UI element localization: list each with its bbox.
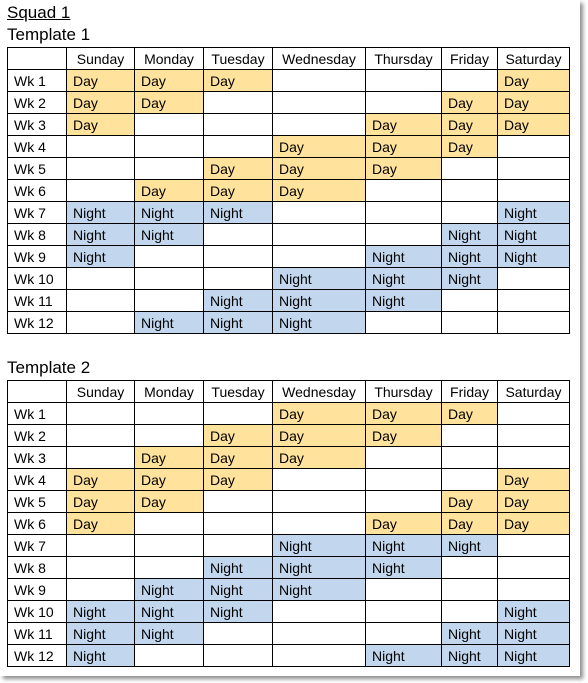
shift-cell-monday[interactable]: Night <box>135 312 204 334</box>
shift-cell-sunday[interactable]: Night <box>67 202 135 224</box>
table-row <box>8 136 570 158</box>
shift-cell-thursday[interactable]: Night <box>366 290 442 312</box>
shift-cell-wednesday[interactable] <box>273 246 366 268</box>
shift-cell-saturday[interactable]: Day <box>498 92 570 114</box>
shift-cell-friday[interactable]: Day <box>442 136 498 158</box>
table-row <box>8 202 570 224</box>
shift-cell-thursday[interactable] <box>366 224 442 246</box>
shift-cell-sunday[interactable]: Night <box>67 246 135 268</box>
week-label: Wk 8 <box>8 557 67 579</box>
shift-cell-thursday[interactable]: Day <box>366 158 442 180</box>
shift-cell-monday[interactable]: Day <box>135 447 204 469</box>
shift-cell-monday[interactable] <box>135 114 204 136</box>
shift-cell-wednesday[interactable] <box>273 623 366 645</box>
table-row <box>8 224 570 246</box>
column-header-wednesday: Wednesday <box>273 381 366 403</box>
template-1-title: Template 1 <box>7 25 91 44</box>
week-label: Wk 6 <box>8 180 67 202</box>
table-row <box>8 114 570 136</box>
shift-cell-wednesday[interactable]: Day <box>273 158 366 180</box>
shift-cell-friday[interactable]: Night <box>442 645 498 667</box>
table-row <box>8 557 570 579</box>
shift-cell-wednesday[interactable] <box>273 601 366 623</box>
week-label: Wk 11 <box>8 290 67 312</box>
shift-cell-tuesday[interactable]: Night <box>204 557 273 579</box>
shift-cell-saturday[interactable] <box>498 290 570 312</box>
squad-title: Squad 1 <box>7 3 71 22</box>
shift-cell-wednesday[interactable] <box>273 469 366 491</box>
shift-cell-friday[interactable]: Day <box>442 92 498 114</box>
shift-cell-wednesday[interactable]: Night <box>273 312 366 334</box>
shift-cell-monday[interactable] <box>135 403 204 425</box>
shift-cell-thursday[interactable] <box>366 491 442 513</box>
shift-cell-thursday[interactable]: Day <box>366 136 442 158</box>
shift-cell-monday[interactable] <box>135 136 204 158</box>
shift-cell-sunday[interactable]: Day <box>67 92 135 114</box>
shift-cell-wednesday[interactable] <box>273 202 366 224</box>
shift-cell-thursday[interactable] <box>366 92 442 114</box>
shift-cell-wednesday[interactable] <box>273 114 366 136</box>
shift-cell-tuesday[interactable]: Day <box>204 180 273 202</box>
shift-cell-sunday[interactable] <box>67 579 135 601</box>
shift-cell-tuesday[interactable] <box>204 645 273 667</box>
shift-cell-monday[interactable]: Day <box>135 469 204 491</box>
shift-cell-thursday[interactable]: Night <box>366 246 442 268</box>
table-row <box>8 513 570 535</box>
shift-cell-monday[interactable] <box>135 513 204 535</box>
week-label: Wk 10 <box>8 268 67 290</box>
shift-cell-sunday[interactable] <box>67 535 135 557</box>
shift-cell-saturday[interactable]: Night <box>498 645 570 667</box>
column-header-friday: Friday <box>442 381 498 403</box>
shift-cell-wednesday[interactable]: Night <box>273 268 366 290</box>
shift-cell-sunday[interactable] <box>67 447 135 469</box>
shift-cell-thursday[interactable]: Day <box>366 403 442 425</box>
shift-cell-thursday[interactable] <box>366 601 442 623</box>
shift-cell-monday[interactable] <box>135 535 204 557</box>
shift-cell-friday[interactable]: Day <box>442 403 498 425</box>
shift-cell-thursday[interactable] <box>366 70 442 92</box>
table-row <box>8 290 570 312</box>
table-row <box>8 623 570 645</box>
table-row <box>8 312 570 334</box>
shift-cell-friday[interactable]: Day <box>442 114 498 136</box>
shift-cell-tuesday[interactable] <box>204 114 273 136</box>
shift-cell-sunday[interactable] <box>67 158 135 180</box>
shift-cell-thursday[interactable] <box>366 312 442 334</box>
table-row <box>8 535 570 557</box>
shift-cell-sunday[interactable]: Night <box>67 601 135 623</box>
column-header-tuesday: Tuesday <box>204 381 273 403</box>
table-row <box>8 246 570 268</box>
column-header-monday: Monday <box>135 381 204 403</box>
week-label: Wk 5 <box>8 491 67 513</box>
shift-cell-saturday[interactable] <box>498 447 570 469</box>
shift-cell-tuesday[interactable] <box>204 92 273 114</box>
shift-cell-wednesday[interactable] <box>273 224 366 246</box>
shift-cell-wednesday[interactable] <box>273 645 366 667</box>
shift-cell-thursday[interactable] <box>366 180 442 202</box>
template-2-title: Template 2 <box>7 358 91 377</box>
shift-cell-saturday[interactable]: Night <box>498 623 570 645</box>
table-row <box>8 158 570 180</box>
shift-cell-thursday[interactable]: Day <box>366 114 442 136</box>
shift-cell-saturday[interactable]: Day <box>498 469 570 491</box>
column-header-sunday: Sunday <box>67 48 135 70</box>
shift-cell-friday[interactable] <box>442 158 498 180</box>
shift-cell-wednesday[interactable]: Day <box>273 403 366 425</box>
shift-cell-monday[interactable] <box>135 158 204 180</box>
shift-cell-tuesday[interactable]: Day <box>204 425 273 447</box>
week-label: Wk 7 <box>8 535 67 557</box>
shift-cell-saturday[interactable] <box>498 136 570 158</box>
shift-cell-friday[interactable] <box>442 290 498 312</box>
shift-cell-sunday[interactable] <box>67 180 135 202</box>
shift-cell-tuesday[interactable]: Day <box>204 70 273 92</box>
shift-cell-tuesday[interactable] <box>204 403 273 425</box>
shift-cell-wednesday[interactable]: Day <box>273 136 366 158</box>
shift-cell-saturday[interactable] <box>498 312 570 334</box>
shift-cell-friday[interactable] <box>442 579 498 601</box>
week-label: Wk 6 <box>8 513 67 535</box>
table-row <box>8 579 570 601</box>
shift-cell-tuesday[interactable]: Night <box>204 312 273 334</box>
column-header-thursday: Thursday <box>366 48 442 70</box>
table-row <box>8 491 570 513</box>
shift-cell-friday[interactable]: Day <box>442 491 498 513</box>
shift-cell-wednesday[interactable]: Night <box>273 579 366 601</box>
column-header-sunday: Sunday <box>67 381 135 403</box>
shift-cell-saturday[interactable] <box>498 425 570 447</box>
shift-cell-tuesday[interactable]: Night <box>204 601 273 623</box>
week-label: Wk 2 <box>8 92 67 114</box>
shift-cell-friday[interactable] <box>442 70 498 92</box>
shift-cell-friday[interactable] <box>442 469 498 491</box>
shift-cell-sunday[interactable]: Day <box>67 491 135 513</box>
shift-cell-monday[interactable]: Day <box>135 92 204 114</box>
shift-cell-saturday[interactable]: Day <box>498 70 570 92</box>
shift-cell-sunday[interactable]: Day <box>67 469 135 491</box>
shift-cell-friday[interactable]: Night <box>442 224 498 246</box>
shift-cell-thursday[interactable]: Night <box>366 557 442 579</box>
shift-cell-sunday[interactable] <box>67 268 135 290</box>
column-header-wednesday: Wednesday <box>273 48 366 70</box>
shift-cell-saturday[interactable]: Day <box>498 491 570 513</box>
table-row <box>8 180 570 202</box>
table-row <box>8 645 570 667</box>
shift-cell-thursday[interactable] <box>366 579 442 601</box>
week-label: Wk 10 <box>8 601 67 623</box>
shift-cell-wednesday[interactable]: Night <box>273 290 366 312</box>
column-header-tuesday: Tuesday <box>204 48 273 70</box>
column-header-friday: Friday <box>442 48 498 70</box>
shift-cell-monday[interactable] <box>135 645 204 667</box>
shift-cell-tuesday[interactable] <box>204 268 273 290</box>
shift-cell-thursday[interactable] <box>366 469 442 491</box>
shift-cell-monday[interactable] <box>135 268 204 290</box>
template-2-table <box>7 380 570 667</box>
shift-cell-sunday[interactable] <box>67 290 135 312</box>
shift-cell-thursday[interactable]: Day <box>366 425 442 447</box>
header-row <box>8 48 570 70</box>
shift-cell-wednesday[interactable]: Night <box>273 535 366 557</box>
shift-cell-friday[interactable] <box>442 557 498 579</box>
shift-cell-saturday[interactable] <box>498 557 570 579</box>
week-label: Wk 9 <box>8 579 67 601</box>
table-row <box>8 425 570 447</box>
shift-cell-tuesday[interactable]: Day <box>204 447 273 469</box>
shift-cell-monday[interactable] <box>135 246 204 268</box>
shift-cell-monday[interactable]: Night <box>135 579 204 601</box>
shift-cell-saturday[interactable]: Night <box>498 246 570 268</box>
shift-cell-tuesday[interactable] <box>204 136 273 158</box>
shift-cell-saturday[interactable] <box>498 403 570 425</box>
shift-cell-sunday[interactable] <box>67 557 135 579</box>
shift-cell-friday[interactable] <box>442 202 498 224</box>
shift-cell-friday[interactable]: Night <box>442 623 498 645</box>
shift-cell-sunday[interactable]: Day <box>67 513 135 535</box>
shift-cell-sunday[interactable]: Night <box>67 623 135 645</box>
header-row <box>8 381 570 403</box>
shift-cell-friday[interactable]: Day <box>442 513 498 535</box>
shift-cell-wednesday[interactable]: Day <box>273 425 366 447</box>
shift-cell-monday[interactable]: Night <box>135 224 204 246</box>
shift-cell-saturday[interactable]: Day <box>498 114 570 136</box>
week-label: Wk 8 <box>8 224 67 246</box>
shift-cell-monday[interactable] <box>135 290 204 312</box>
column-header-saturday: Saturday <box>498 381 570 403</box>
shift-cell-tuesday[interactable]: Day <box>204 158 273 180</box>
shift-cell-wednesday[interactable]: Night <box>273 557 366 579</box>
shift-cell-friday[interactable] <box>442 447 498 469</box>
shift-cell-saturday[interactable]: Night <box>498 224 570 246</box>
week-label: Wk 3 <box>8 114 67 136</box>
shift-cell-thursday[interactable]: Day <box>366 513 442 535</box>
week-label: Wk 1 <box>8 70 67 92</box>
shift-cell-saturday[interactable] <box>498 158 570 180</box>
column-header-monday: Monday <box>135 48 204 70</box>
shift-cell-tuesday[interactable] <box>204 623 273 645</box>
week-label: Wk 4 <box>8 469 67 491</box>
shift-cell-monday[interactable]: Day <box>135 70 204 92</box>
shift-cell-saturday[interactable] <box>498 268 570 290</box>
week-label: Wk 1 <box>8 403 67 425</box>
shift-cell-monday[interactable] <box>135 425 204 447</box>
shift-cell-friday[interactable]: Night <box>442 535 498 557</box>
shift-cell-saturday[interactable]: Night <box>498 202 570 224</box>
shift-cell-friday[interactable] <box>442 601 498 623</box>
shift-cell-thursday[interactable]: Night <box>366 645 442 667</box>
shift-cell-tuesday[interactable]: Night <box>204 202 273 224</box>
table-row <box>8 469 570 491</box>
shift-cell-sunday[interactable] <box>67 312 135 334</box>
corner-header <box>8 48 67 70</box>
shift-cell-saturday[interactable] <box>498 180 570 202</box>
shift-cell-tuesday[interactable] <box>204 246 273 268</box>
shift-cell-friday[interactable] <box>442 312 498 334</box>
shift-cell-monday[interactable]: Day <box>135 491 204 513</box>
shift-cell-tuesday[interactable] <box>204 535 273 557</box>
week-label: Wk 5 <box>8 158 67 180</box>
shift-cell-sunday[interactable]: Day <box>67 114 135 136</box>
table-row <box>8 447 570 469</box>
shift-cell-monday[interactable]: Night <box>135 601 204 623</box>
shift-cell-friday[interactable]: Night <box>442 246 498 268</box>
shift-cell-friday[interactable] <box>442 425 498 447</box>
shift-cell-sunday[interactable]: Night <box>67 224 135 246</box>
template-1-table <box>7 47 570 334</box>
week-label: Wk 12 <box>8 645 67 667</box>
table-row <box>8 403 570 425</box>
shift-cell-tuesday[interactable] <box>204 224 273 246</box>
week-label: Wk 2 <box>8 425 67 447</box>
shift-cell-saturday[interactable] <box>498 579 570 601</box>
week-label: Wk 3 <box>8 447 67 469</box>
table-row <box>8 92 570 114</box>
shift-cell-thursday[interactable]: Night <box>366 268 442 290</box>
week-label: Wk 9 <box>8 246 67 268</box>
shift-cell-wednesday[interactable] <box>273 491 366 513</box>
table-row <box>8 601 570 623</box>
shift-cell-sunday[interactable]: Day <box>67 70 135 92</box>
shift-cell-monday[interactable]: Day <box>135 180 204 202</box>
shift-cell-tuesday[interactable] <box>204 491 273 513</box>
shift-cell-friday[interactable]: Night <box>442 268 498 290</box>
week-label: Wk 12 <box>8 312 67 334</box>
shift-cell-tuesday[interactable] <box>204 513 273 535</box>
shift-cell-monday[interactable]: Night <box>135 202 204 224</box>
shift-cell-thursday[interactable] <box>366 447 442 469</box>
shift-cell-saturday[interactable]: Day <box>498 513 570 535</box>
shift-cell-tuesday[interactable]: Day <box>204 469 273 491</box>
shift-cell-thursday[interactable] <box>366 202 442 224</box>
shift-cell-sunday[interactable]: Night <box>67 645 135 667</box>
table-row <box>8 70 570 92</box>
shift-cell-tuesday[interactable]: Night <box>204 579 273 601</box>
shift-cell-thursday[interactable]: Night <box>366 535 442 557</box>
corner-header <box>8 381 67 403</box>
shift-cell-sunday[interactable] <box>67 136 135 158</box>
shift-cell-wednesday[interactable] <box>273 92 366 114</box>
shift-cell-wednesday[interactable] <box>273 70 366 92</box>
shift-cell-thursday[interactable] <box>366 623 442 645</box>
shift-cell-saturday[interactable]: Night <box>498 601 570 623</box>
shift-cell-wednesday[interactable]: Day <box>273 180 366 202</box>
week-label: Wk 4 <box>8 136 67 158</box>
shift-cell-wednesday[interactable]: Day <box>273 447 366 469</box>
shift-cell-saturday[interactable] <box>498 535 570 557</box>
week-label: Wk 7 <box>8 202 67 224</box>
week-label: Wk 11 <box>8 623 67 645</box>
table-row <box>8 268 570 290</box>
shift-cell-friday[interactable] <box>442 180 498 202</box>
column-header-thursday: Thursday <box>366 381 442 403</box>
column-header-saturday: Saturday <box>498 48 570 70</box>
shift-cell-sunday[interactable] <box>67 425 135 447</box>
shift-cell-monday[interactable]: Night <box>135 623 204 645</box>
shift-cell-monday[interactable] <box>135 557 204 579</box>
shift-cell-wednesday[interactable] <box>273 513 366 535</box>
shift-cell-tuesday[interactable]: Night <box>204 290 273 312</box>
shift-cell-sunday[interactable] <box>67 403 135 425</box>
